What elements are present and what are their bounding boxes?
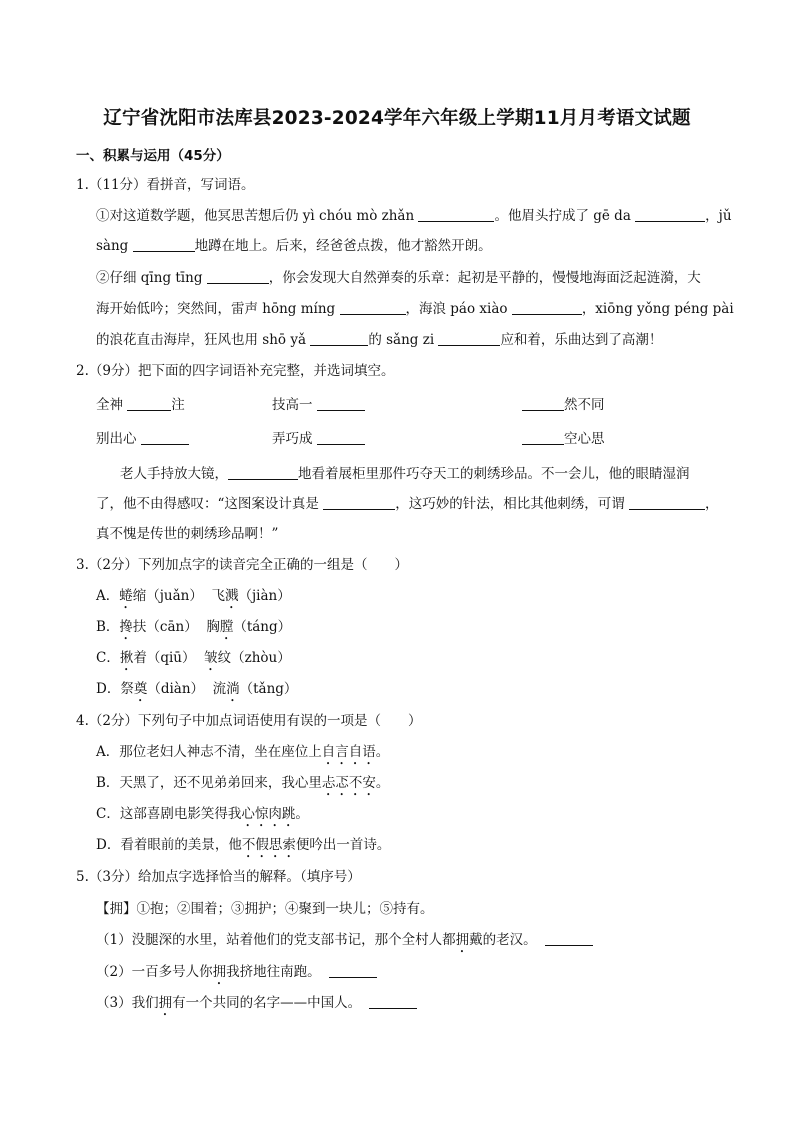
text-segment: 扶（cān）: [132, 619, 198, 635]
idiom-2: [272, 395, 365, 415]
q3-option-b: [96, 617, 291, 643]
text-segment: 流: [204, 681, 227, 697]
text-segment: ，: [705, 496, 719, 512]
q2-passage-line-2: [96, 494, 719, 514]
text-segment: （2）一百多号人你: [96, 964, 213, 980]
text-segment: 祭: [120, 681, 134, 697]
text-segment: 弄巧成: [272, 431, 313, 447]
dotted-char: 拥: [212, 964, 227, 980]
dotted-char: 蜷: [119, 588, 133, 604]
dotted-phrase: 自言自语: [321, 744, 376, 760]
dotted-phrase: 忐忑不安: [321, 775, 376, 791]
section-heading: 一、积累与运用（45分）: [76, 148, 230, 164]
text-segment: D．看着眼前的美景，他: [96, 837, 242, 853]
idiom-1: [96, 395, 185, 415]
text-segment: A．那位老妇人神志不清，坐在座位上: [96, 744, 322, 760]
q5-sentence-1: [96, 930, 593, 956]
idiom-6: [522, 429, 605, 449]
q4-option-d: [96, 835, 390, 861]
q1-heading: 1.（11分）看拼音，写词语。: [76, 177, 255, 193]
text-segment: 便吟出一首诗。: [295, 837, 391, 853]
dotted-char: 搀: [119, 619, 133, 635]
dotted-phrase: 不假思索: [241, 837, 296, 853]
q2-heading: 2.（9分）把下面的四字词语补充完整，并选词填空。: [76, 363, 395, 379]
option-letter: B．: [96, 619, 120, 635]
answer-blank: [133, 237, 195, 252]
idiom-3: [522, 395, 605, 415]
text-segment: 飞: [202, 588, 225, 604]
text-segment: ，xiōng yǒng péng pài: [581, 301, 734, 317]
answer-blank: [635, 207, 705, 222]
answer-blank: [317, 396, 365, 411]
answer-blank: [141, 430, 189, 445]
q3-option-a: [96, 586, 291, 612]
text-segment: ，海浪 páo xiào: [405, 301, 508, 317]
q5-sentence-3: [96, 993, 417, 1019]
text-segment: 我挤地往南跑。: [226, 964, 321, 980]
q3-heading: 3.（2分）下列加点字的读音完全正确的一组是（ ）: [76, 557, 408, 573]
text-segment: 缩（juǎn）: [132, 588, 203, 604]
answer-blank: [418, 207, 494, 222]
text-segment: 。: [375, 744, 390, 760]
text-segment: 的浪花直击海岸，狂风也用 shō yǎ: [96, 332, 307, 348]
answer-blank: [438, 331, 500, 346]
text-segment: ②仔细 qīng tīng: [96, 270, 203, 286]
q1-line-1: [96, 206, 732, 226]
dotted-char: 拥: [158, 995, 173, 1011]
text-segment: （1）没腿深的水里，站着他们的党支部书记，那个全村人都: [96, 932, 456, 948]
q5-heading: 5.（3分）给加点字选择恰当的解释。（填序号）: [76, 869, 361, 885]
text-segment: ，jǔ: [705, 208, 732, 224]
text-segment: 纹（zhòu）: [217, 650, 291, 666]
q4-option-a: [96, 742, 389, 768]
answer-blank: [629, 495, 705, 510]
idiom-5: [272, 429, 365, 449]
q5-sentence-2: [96, 962, 377, 988]
text-segment: 。他眉头拧成了 gē da: [494, 208, 631, 224]
text-segment: [196, 650, 205, 666]
answer-blank: [329, 963, 377, 978]
text-segment: ，这巧妙的针法，相比其他刺绣，可谓: [395, 496, 625, 512]
q5-definition: 【拥】①抱；②围着；③拥护；④聚到一块儿；⑤持有。: [96, 901, 434, 917]
text-segment: 的 sǎng zi: [368, 332, 435, 348]
answer-blank: [512, 300, 582, 315]
answer-blank: [522, 430, 564, 445]
text-segment: （táng）: [233, 619, 292, 635]
text-segment: 。: [375, 775, 390, 791]
dotted-phrase: 心惊肉跳: [241, 806, 296, 822]
dotted-char: 拥: [455, 932, 470, 948]
q1-line-3: [96, 268, 701, 288]
text-segment: ，你会发现大自然弹奏的乐章：起初是平静的，慢慢地海面泛起涟漪，大: [268, 270, 701, 286]
text-segment: 地蹲在地上。后来，经爸爸点拨，他才豁然开朗。: [194, 238, 492, 254]
text-segment: 别出心: [96, 431, 137, 447]
q2-passage-line-1: [120, 464, 690, 484]
text-segment: （jiàn）: [238, 588, 291, 604]
answer-blank: [522, 396, 564, 411]
text-segment: 注: [171, 397, 185, 413]
dotted-char: 皱: [204, 650, 218, 666]
text-segment: 全神: [96, 397, 123, 413]
text-segment: ①对这道数学题，他冥思苦想后仍 yì chóu mò zhǎn: [96, 208, 415, 224]
option-letter: A．: [96, 588, 120, 604]
dotted-char: 揪: [119, 650, 134, 666]
q1-line-5: [96, 330, 662, 350]
text-segment: 然不同: [564, 397, 605, 413]
exam-title: 辽宁省沈阳市法库县2023-2024学年六年级上学期11月月考语文试题: [103, 108, 691, 129]
q3-option-c: [96, 648, 291, 674]
text-segment: 了，他不由得感叹：“这图案设计真是: [96, 496, 319, 512]
text-segment: 胸: [197, 619, 220, 635]
answer-blank: [340, 300, 406, 315]
dotted-char: 淌: [226, 681, 240, 697]
answer-blank: [207, 269, 269, 284]
dotted-char: 奠: [133, 681, 148, 697]
q4-option-c: [96, 804, 309, 830]
text-segment: C．这部喜剧电影笑得我: [96, 806, 242, 822]
answer-blank: [317, 430, 365, 445]
text-segment: 应和着，乐曲达到了高潮！: [500, 332, 663, 348]
answer-blank: [310, 331, 368, 346]
text-segment: 老人手持放大镜，: [120, 466, 228, 482]
answer-blank: [127, 396, 171, 411]
q4-option-b: [96, 773, 389, 799]
q2-passage-line-3: 真不愧是传世的刺绣珍品啊！”: [96, 526, 279, 542]
option-letter: C．: [96, 650, 120, 666]
text-segment: 技高一: [272, 397, 313, 413]
text-segment: 戴的老汉。: [469, 932, 537, 948]
answer-blank: [545, 931, 593, 946]
dotted-char: 溅: [224, 588, 239, 604]
answer-blank: [228, 465, 298, 480]
q1-line-2: [96, 236, 492, 256]
text-segment: B．天黑了，还不见弟弟回来，我心里: [96, 775, 322, 791]
option-letter: D．: [96, 681, 121, 697]
q4-heading: 4.（2分）下列句子中加点词语使用有误的一项是（ ）: [76, 713, 422, 729]
q3-option-d: [96, 679, 297, 705]
text-segment: 有一个共同的名字——中国人。: [172, 995, 362, 1011]
text-segment: 海开始低吟；突然间，雷声 hōng míng: [96, 301, 336, 317]
text-segment: （tǎng）: [239, 681, 298, 697]
text-segment: 着（qiū）: [133, 650, 196, 666]
answer-blank: [369, 994, 417, 1009]
text-segment: 空心思: [564, 431, 605, 447]
dotted-char: 膛: [219, 619, 234, 635]
text-segment: sàng: [96, 238, 129, 254]
text-segment: 地看着展柜里那件巧夺天工的刺绣珍品。不一会儿，他的眼睛湿润: [298, 466, 690, 482]
text-segment: 。: [295, 806, 309, 822]
text-segment: （3）我们: [96, 995, 159, 1011]
q1-line-4: [96, 299, 734, 319]
answer-blank: [323, 495, 395, 510]
text-segment: （diàn）: [147, 681, 205, 697]
idiom-4: [96, 429, 189, 449]
